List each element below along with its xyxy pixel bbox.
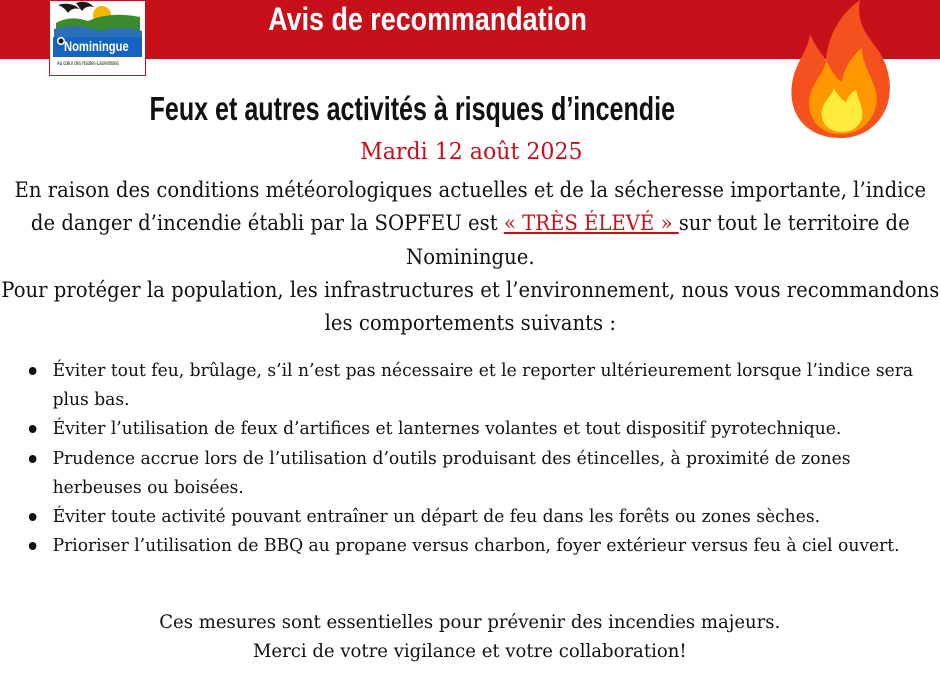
list-item: Éviter toute activité pouvant entraîner un départ de feu dans les forêts ou zones sèches. — [26, 502, 924, 531]
intro-paragraph — [0, 174, 940, 274]
closing-line-2: Merci de votre vigilance et votre collaboration! — [252, 640, 687, 663]
closing-text — [0, 608, 940, 666]
recommendation-list — [26, 356, 924, 560]
intro-text — [0, 174, 940, 340]
list-item: Prioriser l’utilisation de BBQ au propane versus charbon, foyer extérieur versus feu à ciel ouvert. — [26, 531, 924, 560]
list-item: Éviter l’utilisation de feux d’artifices et lanternes volantes et tout dispositif pyrotechnique. — [26, 414, 924, 443]
list-item: Prudence accrue lors de l’utilisation d’outils produisant des étincelles, à proximité de zones herbeuses ou boisées. — [26, 444, 924, 502]
logo-tagline: Au cœur des Hautes-Laurentides — [57, 61, 119, 67]
notice-title: Feux et autres activités à risques d’incendie — [149, 90, 676, 127]
closing-line-1: Ces mesures sont essentielles pour prévenir des incendies majeurs. — [159, 611, 781, 633]
municipality-logo — [49, 0, 146, 76]
list-item: Éviter tout feu, brûlage, s’il n’est pas nécessaire et le reporter ultérieurement lorsque l’indice sera plus bas. — [26, 356, 924, 414]
banner-title: Avis de recommandation — [268, 1, 587, 37]
logo-name: Nominingue — [64, 38, 129, 54]
notice-date: Mardi 12 août 2025 — [360, 139, 583, 165]
intro-part2: sur tout le territoire de Nominingue. — [406, 211, 910, 269]
danger-level: « TRÈS ÉLEVÉ » — [503, 211, 679, 236]
intro-paragraph-2: Pour protéger la population, les infrastructures et l’environnement, nous vous recommandons les comportements suivants : — [1, 277, 940, 336]
intro-part1: En raison des conditions météorologiques actuelles et de la sécheresse importante, l’indice de danger d’incendie établi par la SOPFEU est — [14, 178, 927, 236]
